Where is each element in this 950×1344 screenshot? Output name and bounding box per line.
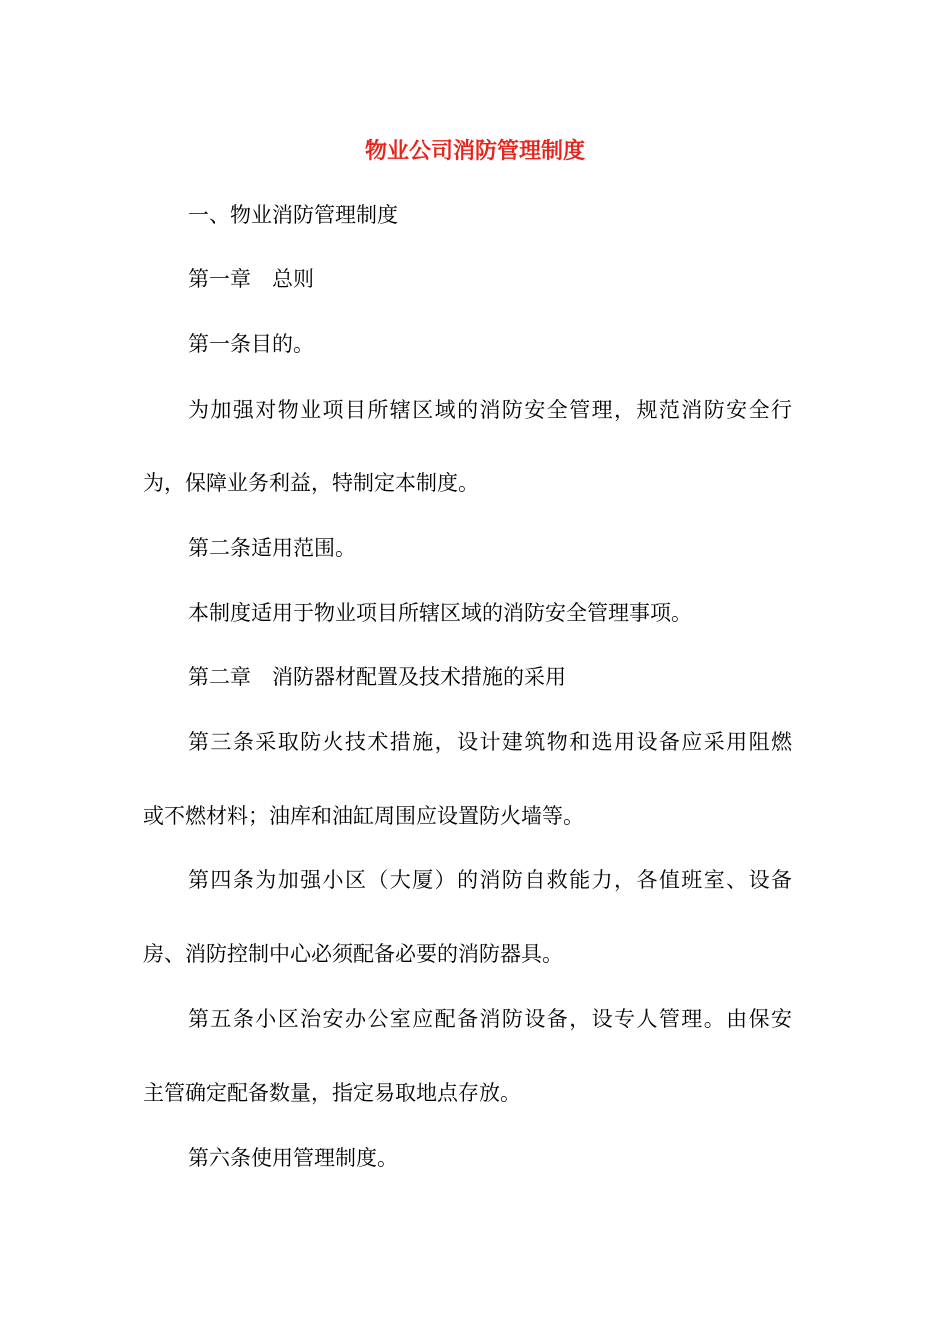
paragraph-line: 主管确定配备数量，指定易取地点存放。: [143, 1081, 521, 1105]
paragraph-line: 或不燃材料；油库和油缸周围应设置防火墙等。: [143, 804, 584, 828]
paragraph-line: 第五条小区治安办公室应配备消防设备，设专人管理。由保安: [188, 1007, 792, 1031]
paragraph-line: 本制度适用于物业项目所辖区域的消防安全管理事项。: [188, 601, 692, 625]
paragraph-line: 房、消防控制中心必须配备必要的消防器具。: [143, 942, 563, 966]
paragraph-line: 第三条采取防火技术措施，设计建筑物和选用设备应采用阻燃: [188, 730, 792, 754]
article-heading: 第二条适用范围。: [188, 536, 356, 560]
document-title: 物业公司消防管理制度: [364, 139, 585, 164]
chapter-heading: 第二章 消防器材配置及技术措施的采用: [188, 665, 566, 689]
article-heading: 第六条使用管理制度。: [188, 1146, 398, 1170]
section-heading: 一、物业消防管理制度: [188, 203, 398, 227]
article-heading: 第一条目的。: [188, 332, 314, 356]
chapter-heading: 第一章 总则: [188, 267, 314, 291]
paragraph-line: 为加强对物业项目所辖区域的消防安全管理，规范消防安全行: [188, 398, 792, 422]
paragraph-line: 为，保障业务利益，特制定本制度。: [143, 471, 479, 495]
paragraph-line: 第四条为加强小区（大厦）的消防自救能力，各值班室、设备: [188, 868, 792, 892]
